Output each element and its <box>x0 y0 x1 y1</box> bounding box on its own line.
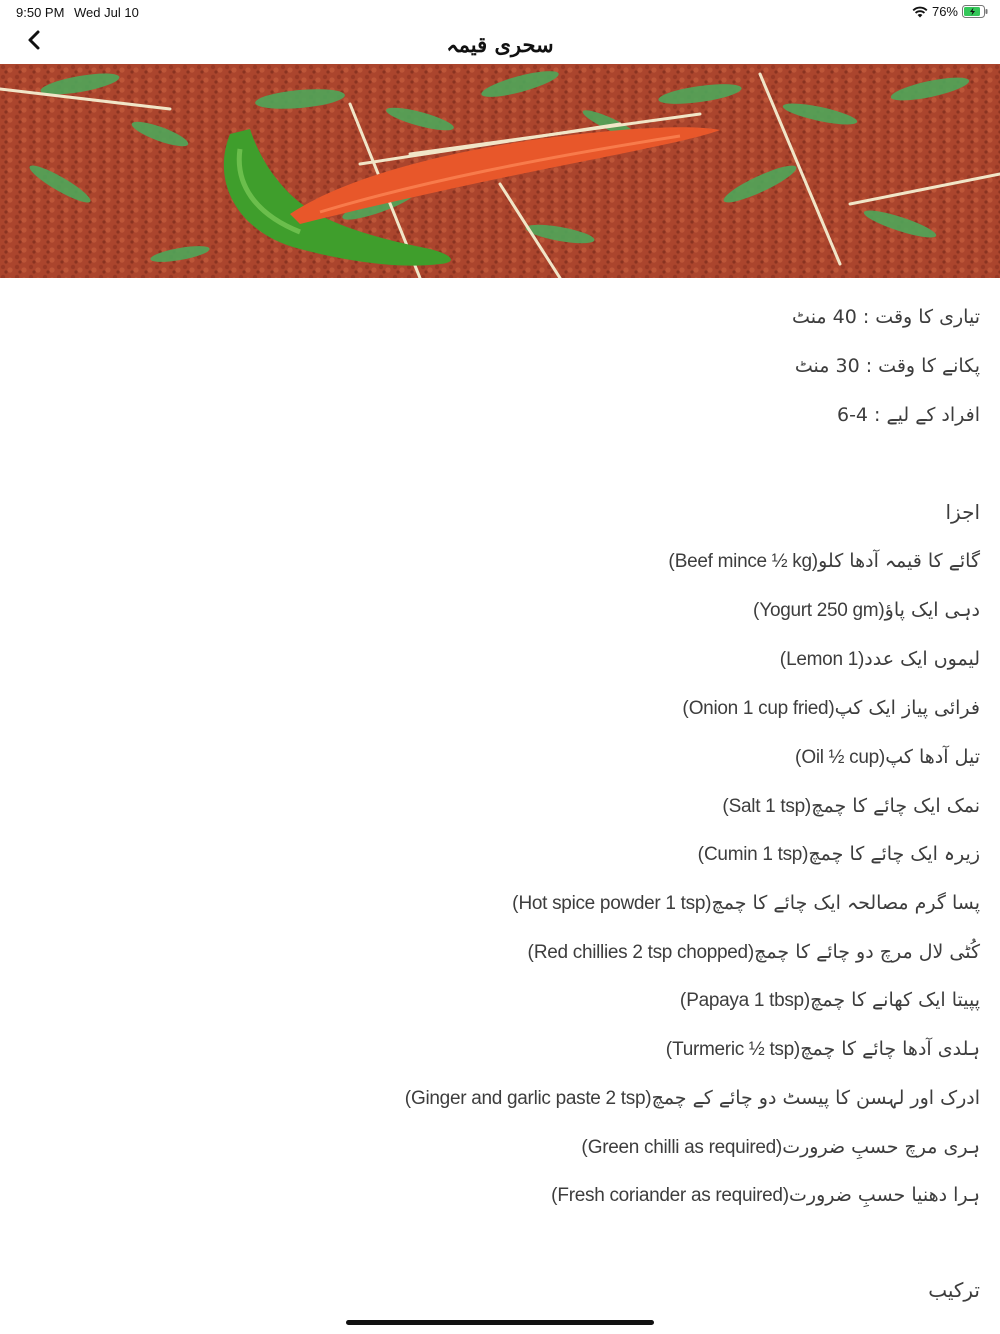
recipe-photo <box>0 64 1000 278</box>
wifi-icon <box>912 6 928 18</box>
servings: افراد کے لیے : 4-6 <box>836 404 980 426</box>
battery-charging-icon <box>962 5 988 18</box>
ingredient-english: (Turmeric ½ tsp) <box>665 1039 801 1060</box>
page-title: سحری قیمہ <box>446 32 554 57</box>
ingredient-english: (Ginger and garlic paste 2 tsp) <box>404 1088 652 1109</box>
ingredient-urdu: کُٹی لال مرچ دو چائے کا چمچ <box>754 941 980 963</box>
nav-bar <box>0 24 1000 64</box>
status-right <box>912 4 988 19</box>
ingredient-urdu: فرائی پیاز ایک کپ <box>834 697 980 719</box>
home-indicator[interactable] <box>346 1320 654 1325</box>
battery-percent: 76% <box>931 4 958 19</box>
ingredient-urdu: دہی ایک پاؤ <box>884 599 980 621</box>
ingredient-english: (Papaya 1 tbsp) <box>679 990 811 1011</box>
ingredient-english: (Green chilli as required) <box>581 1137 783 1158</box>
ingredient-item <box>753 599 980 622</box>
ingredient-urdu: زیرہ ایک چائے کا چمچ <box>808 843 980 865</box>
ingredient-english: (Cumin 1 tsp) <box>697 844 809 865</box>
method-heading: ترکیب <box>928 1278 980 1302</box>
status-date: Wed Jul 10 <box>74 5 139 20</box>
ingredient-urdu: نمک ایک چائے کا چمچ <box>811 795 980 817</box>
ingredient-item <box>722 795 980 818</box>
ingredient-english: (Hot spice powder 1 tsp) <box>512 893 712 914</box>
ingredient-urdu: ہرا دھنیا حسبِ ضرورت <box>789 1184 980 1206</box>
ingredient-urdu: پپیتا ایک کھانے کا چمچ <box>810 989 980 1011</box>
cook-time: پکانے کا وقت : 30 منٹ <box>794 355 980 377</box>
status-time: 9:50 PM <box>16 5 65 20</box>
ingredient-urdu: پسا گرم مصالحہ ایک چائے کا چمچ <box>711 892 980 914</box>
ingredient-item <box>682 697 980 720</box>
ingredient-item <box>527 941 980 964</box>
ingredient-urdu: ادرک اور لہسن کا پیسٹ دو چائے کے چمچ <box>651 1087 980 1109</box>
prep-time: تیاری کا وقت : 40 منٹ <box>792 306 980 328</box>
ingredient-item <box>666 1038 980 1061</box>
ingredient-english: (Fresh coriander as required) <box>551 1185 790 1206</box>
ingredient-english: (Red chillies 2 tsp chopped) <box>527 942 755 963</box>
ingredient-urdu: ہلدی آدھا چائے کا چمچ <box>800 1038 980 1060</box>
ingredients-heading: اجزا <box>945 500 980 524</box>
ingredient-item <box>405 1087 980 1110</box>
ingredient-english: (Oil ½ cup) <box>795 747 886 768</box>
ingredient-item <box>668 550 980 573</box>
recipe-content <box>0 278 1000 1318</box>
ingredient-item <box>551 1184 980 1207</box>
ingredient-item <box>680 989 980 1012</box>
ingredient-item <box>780 648 980 671</box>
ingredient-urdu: ہری مرچ حسبِ ضرورت <box>782 1136 980 1158</box>
ingredient-urdu: گائے کا قیمہ آدھا کلو <box>818 550 980 572</box>
ingredient-urdu: تیل آدھا کپ <box>885 746 980 768</box>
status-bar <box>0 0 1000 24</box>
ingredient-item <box>512 892 980 915</box>
ingredient-item <box>698 843 980 866</box>
ingredient-english: (Salt 1 tsp) <box>722 796 812 817</box>
ingredient-english: (Yogurt 250 gm) <box>753 600 885 621</box>
ingredient-item <box>581 1136 980 1159</box>
ingredient-english: (Beef mince ½ kg) <box>668 551 819 572</box>
ingredient-english: (Onion 1 cup fried) <box>682 698 835 719</box>
ingredient-urdu: لیموں ایک عدد <box>864 648 980 670</box>
ingredient-item <box>795 746 980 769</box>
ingredient-english: (Lemon 1) <box>779 649 865 670</box>
